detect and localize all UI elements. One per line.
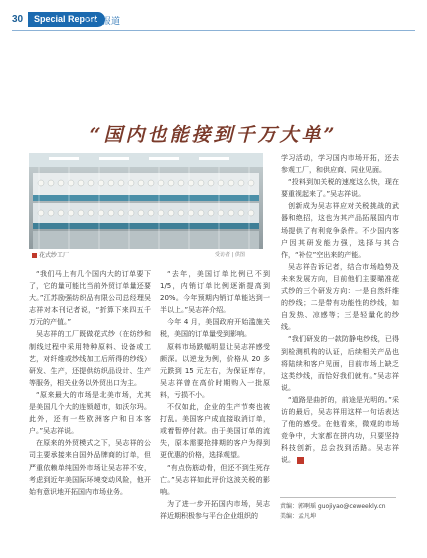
- paragraph: 原料市场跌幅明显让吴志祥感受颇深。以逆龙为例，价格从 20 多元跌到 15 元左右，为保证库存，吴志祥曾在高价时期购入一批原料，亏损不小。: [160, 342, 270, 399]
- caption-marker-icon: [32, 253, 37, 258]
- paragraph: “去年，美国订单比例已不到 1/5，内销订单比例逐渐提高到 20%。今年预期内销订单能达到一半以上。”吴志祥介绍。: [160, 270, 270, 315]
- article-column-3: [281, 152, 399, 466]
- paragraph: “我们马上有几个国内大的订单要下了，它的量可能比当前外贸订单量还要大。”江苏励强纺织品有限公司总经理吴志祥对本刊记者说，“折算下来四五千万元的产值。”: [29, 270, 151, 327]
- paragraph: “有点伤筋动骨，但还不到生死存亡。”吴志祥如此评价这波关税的影响。: [160, 463, 270, 496]
- article-column-2: [160, 268, 270, 522]
- paragraph: 吴志祥告诉记者，结合市场趋势及未来发展方向，目前他们主要瞄准花式纱的三个研发方向：一是自然纤维的纱线；二是带有功能性的纱线，如自发热、凉感等；三是轻量化的纱线。: [281, 262, 399, 332]
- paragraph: 今年 4 月，美国政府开始滥施关税，美国的订单量受到影响。: [160, 318, 270, 339]
- paragraph: “投料到加关税的速度这么快，现在要重视起来了。”吴志祥说。: [281, 178, 399, 199]
- header-divider: [12, 30, 415, 31]
- paragraph: 为了进一步开拓国内市场，吴志祥近期积极参与平台企业组织的: [160, 499, 270, 520]
- paragraph: “我们研发的一款防静电纱线，已得到检测机构的认证，后续相关产品也将陆续和客户见面，目前市场上缺乏这类纱线，而恰好我们就有。”吴志祥说。: [281, 335, 399, 392]
- paragraph: 在原来的外贸模式之下，吴志祥的公司主要承接来自国外品牌商的订单，但严重依赖单纯国外市场让吴志祥不安，考虑到近年美国际环境变动风险，他开始有意识地开拓国内市场业务。: [29, 439, 151, 496]
- section-title-chinese: 特别报道: [84, 17, 121, 27]
- article-column-1: [29, 268, 151, 498]
- section-tab-english: Special Report: [28, 12, 105, 27]
- factory-photo: [29, 153, 263, 249]
- editor-credit: 责编：郭啊瑶 guojiyao@ceweekly.cn: [280, 503, 386, 510]
- designer-credit: 美编：孟凡坤: [280, 513, 317, 520]
- final-paragraph-text: “道路是曲折的，前途是光明的。”采访的最后，吴志祥用这样一句话表达了他的感受。在他看来，微观的市场竞争中，大家都在拼内功，只要坚持科技创新，总会找到活路。吴志祥说。: [281, 395, 399, 465]
- factory-machines-image: [29, 153, 263, 249]
- article-headline: “国内也能接到千万大单”: [89, 124, 338, 146]
- paragraph: 创新成为吴志祥应对关税挑战的武器和绝招，这也为其产品拓展国内市场提供了有利竞争条件。不少国内客户因其研发能力强，选择与其合作，“补位”空出来的产能。: [281, 202, 399, 259]
- footer-divider: [280, 497, 396, 498]
- photo-credit: 受访者 | 供图: [215, 252, 245, 258]
- photo-caption-text: 花式纱工厂: [39, 252, 70, 259]
- page-number: 30: [12, 14, 24, 25]
- photo-caption: [32, 250, 69, 259]
- paragraph: 不仅如此，企业的生产节奏也被打乱。美国客户成直接取消订单，或着暂停付款。由于美国订单的流失，原本需要抢排期的客户为得到更优惠的价格，选择观望。: [160, 403, 270, 460]
- article-end-mark-icon: [297, 457, 304, 464]
- paragraph-continued: 学习活动，学习国内市场开拓，还去参观工厂，和供应商、同业见面。: [281, 154, 399, 175]
- paragraph: 吴志祥的工厂既做花式纱（在纺纱和制线过程中采用特种原料、设备或工艺，对纤维或纱线加工后所得的纱线）研发、生产，还提供纺织品设计、生产等服务，相关业务以外贸出口为主。: [29, 330, 151, 387]
- paragraph: “原来最大的市场是北美市场，尤其是美国几个大的连锁超市，如沃尔玛。此外，还有一些欧洲客户和日本客户。”吴志祥说。: [29, 390, 151, 436]
- paragraph-final: [281, 394, 399, 467]
